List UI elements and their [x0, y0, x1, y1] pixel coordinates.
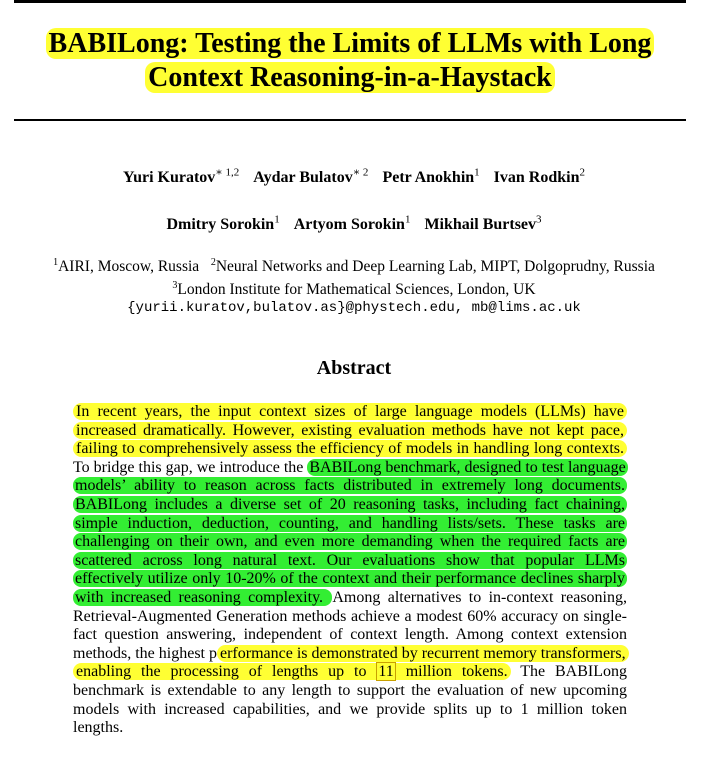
title-line-2: Context Reasoning-in-a-Haystack [145, 62, 555, 93]
abstract-text: The BABILong benchmark is extendable to any length to support the evaluation of new upcoming models with increased capabilities, and we provide splits up to 1 million token lengths. [73, 663, 628, 737]
author: Aydar Bulatov$^{∗ 2}$ [253, 167, 369, 187]
paper-title [14, 27, 686, 95]
citation-link[interactable]: 11 [378, 663, 394, 681]
highlight-yellow-1: In recent years, the input context sizes of large language models (LLMs) have increased dramatically. However, existing evaluation methods have not kept pace, failing to comprehensively assess the efficiency of models in handling long contexts. [73, 403, 627, 457]
author-row-1 [0, 166, 708, 187]
author: Yuri Kuratov$^{∗ 1,2}$ [122, 167, 240, 187]
top-rule [14, 0, 686, 3]
bottom-rule [14, 119, 686, 121]
affiliations [0, 253, 708, 318]
title-line-1: BABILong: Testing the Limits of LLMs with Long [46, 28, 655, 59]
author: Petr Anokhin$^1$ [382, 167, 480, 187]
abstract-heading: Abstract [316, 357, 392, 379]
author: Mikhail Burtsev$^3$ [424, 214, 542, 234]
email-addresses: {yurii.kuratov,bulatov.as}@phystech.edu, mb@lims.ac.uk [127, 300, 581, 317]
author: Dmitry Sorokin$^1$ [166, 214, 280, 234]
abstract-body [73, 403, 627, 738]
author: Artyom Sorokin$^1$ [293, 214, 411, 234]
author: Ivan Rodkin$^2$ [493, 167, 585, 187]
affiliation-line-2: $^3$London Institute for Mathematical Sciences, London, UK [172, 280, 536, 299]
affiliation-line-1: $^1$AIRI, Moscow, Russia $^2$Neural Networks and Deep Learning Lab, MIPT, Dolgoprudny, Russia [53, 257, 655, 276]
highlight-green: BABILong benchmark, designed to test language models’ ability to reason across facts distributed in extremely long documents. BABILong includes a diverse set of 20 reasoning tasks, including fact chaining, simple induction, deduction, counting, and handling lists/sets. These tasks are challenging on their own, and even more demanding when the required facts are scattered across long natural text. Our evaluations show that popular LLMs effectively utilize only 10-20% of the context and their performance declines sharply with increased reasoning complexity. [75, 458, 626, 606]
author-row-2 [0, 214, 708, 234]
abstract-text: To bridge this gap, we introduce the [73, 458, 308, 476]
highlight-yellow-2: erformance is demonstrated by recurrent memory transformers, enabling the processing of lengths up to 11 million tokens. [73, 645, 629, 681]
abstract-text: Among alternatives to in-context reasoning, Retrieval-Augmented Generation methods achieve a modest 60% accuracy on single-fact question answering, independent of context length. Among context extension methods, the highest p [73, 588, 627, 662]
